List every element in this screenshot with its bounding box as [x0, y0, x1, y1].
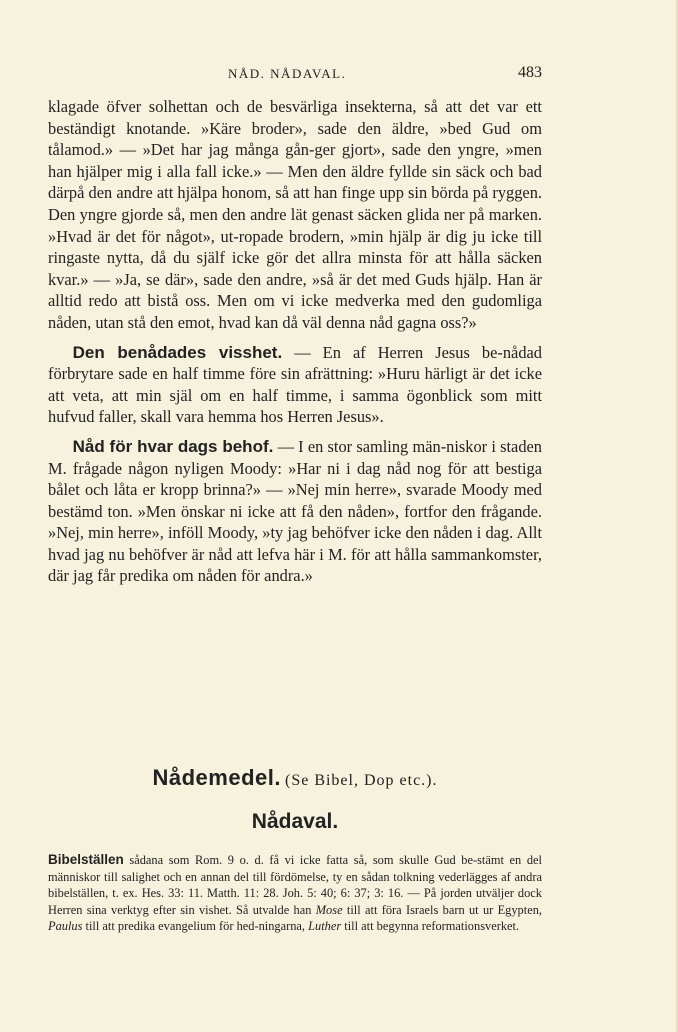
running-head: NÅD. NÅDAVAL.	[228, 66, 347, 81]
section-heading: Den benådades visshet.	[72, 342, 283, 362]
heading-nadaval: Nådaval.	[251, 810, 339, 833]
section-benadades-visshet	[48, 342, 542, 428]
page-header	[48, 64, 542, 84]
page-number: 483	[518, 64, 542, 81]
heading-nademedel	[48, 765, 542, 791]
section-heading: Nåd för hvar dags behof.	[72, 436, 274, 456]
main-text	[48, 96, 542, 587]
section-text: — En af Herren Jesus be-nådad förbrytare sade en half timme före sin afrättning: »Huru härligt är det icke att veta, att min själ om en half timme, i samma ögonblick som mitt hufvud faller, skall vara hemma hos Herren Jesus».	[48, 342, 542, 427]
small-print-lead: Bibelställen	[48, 852, 124, 867]
small-print-text-2: till att föra Israels barn ut ur Egypten,	[342, 902, 542, 917]
name-mose: Mose	[315, 902, 343, 917]
small-print-text: sådana som Rom. 9 o. d. få vi icke fatta så, som skulle Gud be-stämt en del människor till salighet och en annan del till fördömelse, ty en sådan tolkning vederlägges af andra bibelställen, t. ex. Hes. 33: 11. Matth. 11: 28. Joh. 5: 40; 6: 37; 3: 16. — På jorden utväljer dock Herren sina verktyg efter sin vishet. Så utvalde han	[48, 853, 542, 917]
name-luther: Luther	[308, 919, 342, 934]
heading-nademedel-reference: (Se Bibel, Dop etc.).	[284, 772, 438, 789]
small-print-text-4: till att begynna reformationsverket.	[341, 919, 520, 934]
name-paulus: Paulus	[48, 919, 83, 934]
section-text: — I en stor samling män-niskor i staden M. frågade någon nyligen Moody: »Har ni i dag nåd nog för att bestiga bålet och låta er kropp brinna?» — »Nej min herre», svarade Moody med bestämd ton. »Men önskar ni icke att få den nåden», fortfor den frågande. »Nej, min herre», inföll Moody, »ty jag behöfver icke den nåden i dag. Allt hvad jag nu behöfver är nåd att lefva här i M. för att hålla sammankomster, där jag får predika om nåden för andra.»	[48, 436, 543, 586]
small-print-paragraph	[48, 852, 542, 935]
small-print-text-3: till att predika evangelium för hed-ningarna,	[82, 919, 309, 934]
section-nad-for-hvar-dags-behof	[48, 436, 542, 587]
paragraph-continuation: klagade öfver solhettan och de besvärliga insekterna, så att det var ett beständigt knotande. »Käre broder», sade den äldre, »bed Gud om tålamod.» — »Det har jag många gån-ger gjort», sade den yngre, »men han hjälper mig i alla fall icke.» — Men den äldre fyllde sin säck och bad därpå den andre att hjälpa honom, så att han finge upp sin börda på ryggen. Den yngre gjorde så, men den andre lät genast säcken glida ner på marken. »Hvad är det för något», ut-ropade brodern, »min hjälp är dig ju icke till ringaste nytta, då du själf icke gör det allra minsta för att hålla säcken kvar.» — »Ja, se där», sade den andre, »så är det med Guds hjälp. Han är alltid redo att bistå oss. Men om vi icke medverka med den gudomliga nåden, utan stå den emot, hvad kan då väl denna nåd gagna oss?»	[48, 97, 542, 332]
heading-nademedel-title: Nådemedel.	[152, 765, 281, 790]
